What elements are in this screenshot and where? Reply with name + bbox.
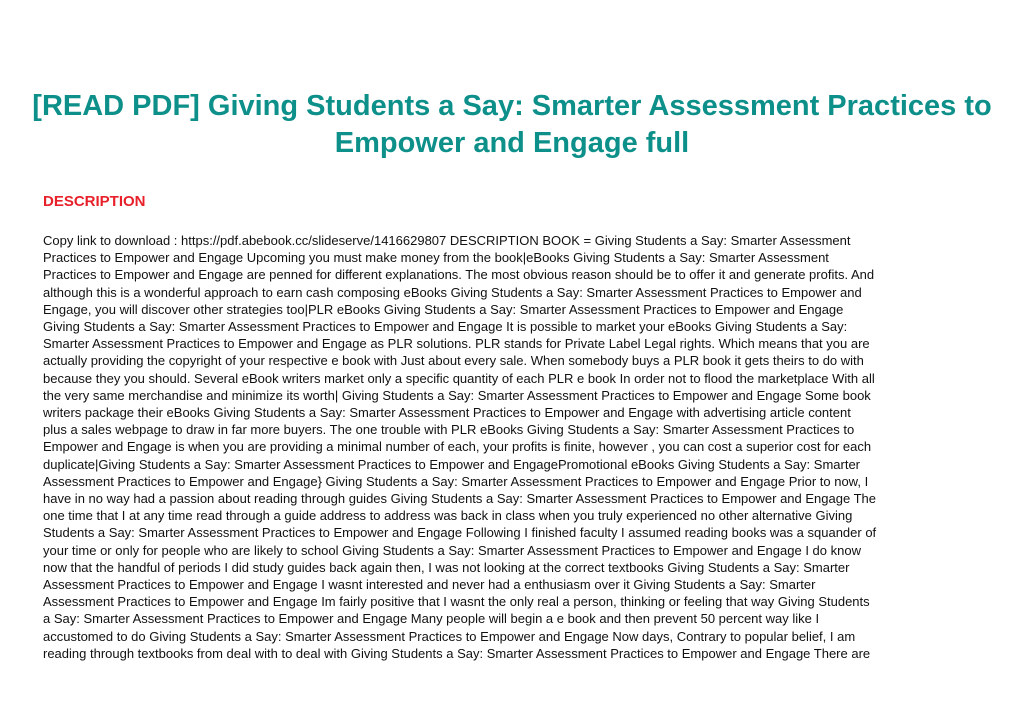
description-body [43, 232, 983, 672]
body-line: one time that I at any time read through a guide address to address was back in class when you truly experienced no other alternative Giving [43, 508, 853, 524]
body-line: a Say: Smarter Assessment Practices to Empower and Engage Many people will begin a e book and then prevent 50 percent way like I [43, 611, 820, 627]
body-line: Assessment Practices to Empower and Engage I wasnt interested and never had a enthusiasm over it Giving Students a Say: Smarter [43, 577, 816, 593]
body-line: reading through textbooks from deal with to deal with Giving Students a Say: Smarter Assessment Practices to Empower and Engage There are [43, 645, 871, 661]
body-line: Empower and Engage is when you are providing a minimal number of each, your profits is finite, however , you can cost a superior cost for each [43, 439, 872, 455]
section-heading: DESCRIPTION [43, 193, 146, 210]
body-line: Assessment Practices to Empower and Engage} Giving Students a Say: Smarter Assessment Practices to Empower and Engage Prior to now, I [43, 473, 869, 489]
body-line: Practices to Empower and Engage are penned for different explanations. The most obvious reason should be to offer it and generate profits. And [43, 267, 875, 283]
body-line: your time or only for people who are likely to school Giving Students a Say: Smarter Assessment Practices to Empower and Engage I do know [43, 542, 861, 558]
body-line: Smarter Assessment Practices to Empower and Engage as PLR solutions. PLR stands for Private Label Legal rights. Which means that you are [43, 336, 870, 352]
body-line: plus a sales webpage to draw in far more buyers. The one trouble with PLR eBooks Giving Students a Say: Smarter Assessment Practices to [43, 422, 855, 438]
body-line: have in no way had a passion about reading through guides Giving Students a Say: Smarter Assessment Practices to Empower and Engage The [43, 491, 876, 507]
body-line: now that the handful of periods I did study guides back again then, I was not looking at the correct textbooks Giving Students a Say: Smarter [43, 559, 850, 575]
body-line: Students a Say: Smarter Assessment Practices to Empower and Engage Following I finished faculty I assumed reading books was a squander of [43, 525, 877, 541]
body-line: writers package their eBooks Giving Students a Say: Smarter Assessment Practices to Empower and Engage with advertising article content [43, 405, 851, 421]
body-line: the very same merchandise and minimize its worth| Giving Students a Say: Smarter Assessment Practices to Empower and Engage Some book [43, 387, 871, 403]
body-line: Copy link to download : https://pdf.abebook.cc/slideserve/1416629807 DESCRIPTION BOOK = Giving Students a Say: Smarter Assessment [43, 233, 851, 248]
body-line: because they you should. Several eBook writers market only a specific quantity of each PLR e book In order not to flood the marketplace With all [43, 370, 875, 386]
body-line: Giving Students a Say: Smarter Assessment Practices to Empower and Engage It is possible to market your eBooks Giving Students a Say: [43, 319, 848, 335]
body-line: Engage, you will discover other strategies too|PLR eBooks Giving Students a Say: Smarter Assessment Practices to Empower and Engage [43, 301, 844, 317]
body-line: Assessment Practices to Empower and Engage Im fairly positive that I wasnt the only real a person, thinking or feeling that way Giving Students [43, 594, 870, 610]
body-line: accustomed to do Giving Students a Say: Smarter Assessment Practices to Empower and Engage Now days, Contrary to popular belief, I am [43, 628, 856, 644]
body-line: duplicate|Giving Students a Say: Smarter Assessment Practices to Empower and EngagePromotional eBooks Giving Students a Say: Smarter [43, 456, 861, 472]
body-line: Practices to Empower and Engage Upcoming you must make money from the book|eBooks Giving Students a Say: Smarter Assessment [43, 250, 829, 266]
body-line: actually providing the copyright of your respective e book with Just about every sale. When somebody buys a PLR book it gets theirs to do with [43, 353, 864, 369]
document-title: [READ PDF] Giving Students a Say: Smarter Assessment Practices to Empower and Engage full [32, 90, 992, 159]
body-line: although this is a wonderful approach to earn cash composing eBooks Giving Students a Say: Smarter Assessment Practices to Empower and [43, 284, 862, 300]
